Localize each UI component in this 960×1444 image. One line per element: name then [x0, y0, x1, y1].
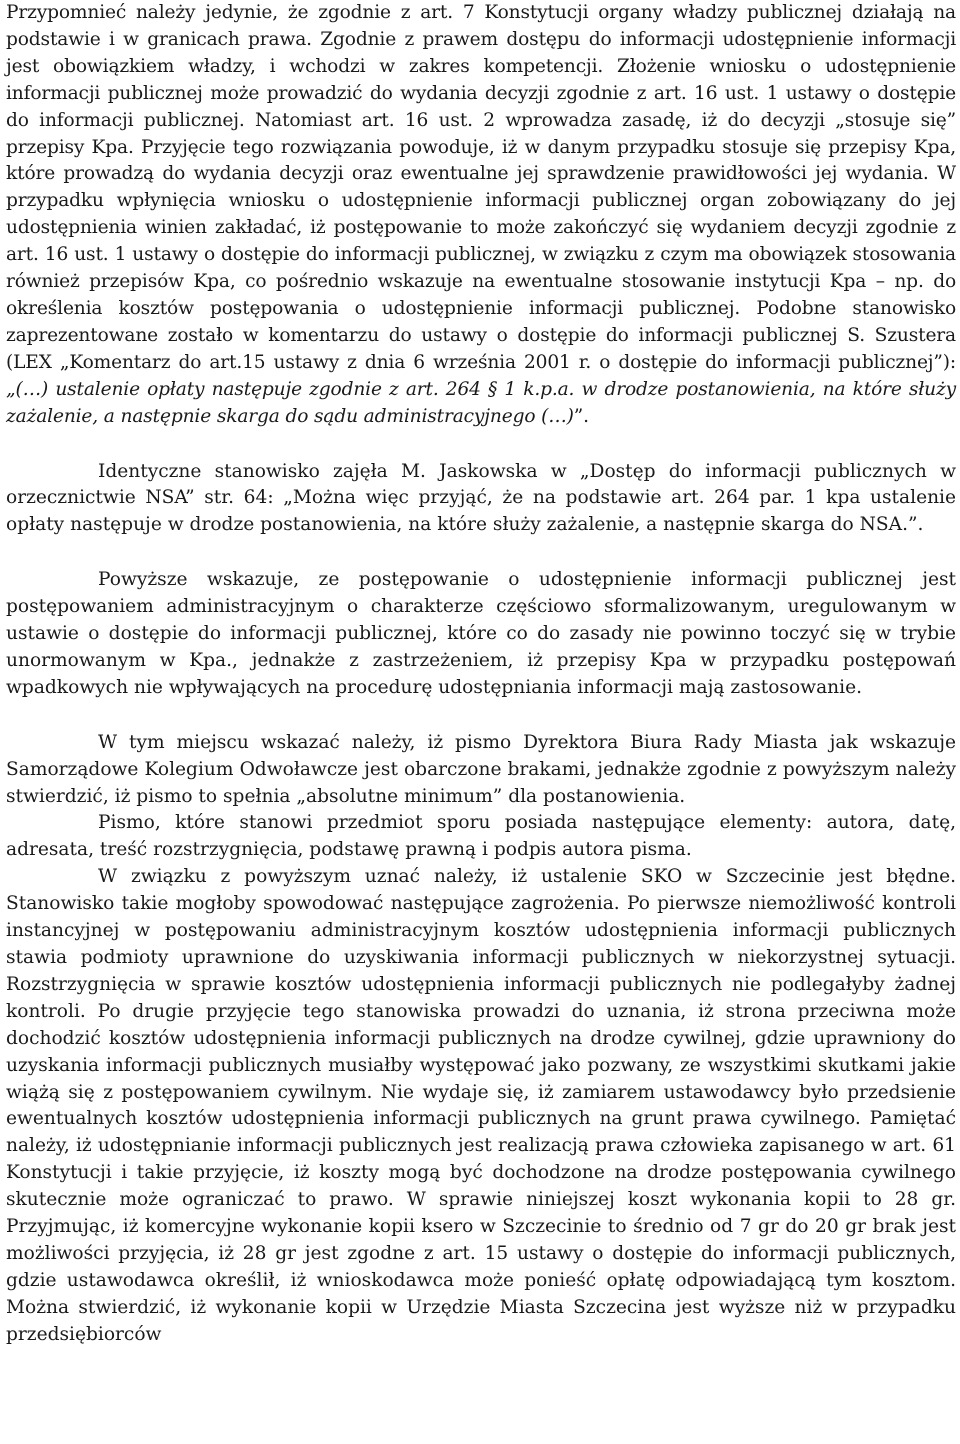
paragraph-powyzsze: Powyższe wskazuje, ze postępowanie o udostępnienie informacji publicznej jest postępowaniem administracyjnym o charakterze częściowo sformalizowanym, uregulowanym w ustawie o dostępie do informacji publicznej, które co do zasady nie powinno toczyć się w trybie unormowanym w Kpa., jednakże z zastrzeżeniem, iż przepisy Kpa w przypadku postępowań wpadkowych nie wpływających na procedurę udostępniania informacji mają zastosowanie.: [6, 569, 956, 698]
paragraph-elementy-pisma: Pismo, które stanowi przedmiot sporu posiada następujące elementy: autora, datę, adresata, treść rozstrzygnięcia, podstawę prawną i podpis autora pisma.: [6, 812, 956, 861]
paragraph-konstytucja-text: Przypomnieć należy jedynie, że zgodnie z art. 7 Konstytucji organy władzy publicznej działają na podstawie i w granicach prawa. Zgodnie z prawem dostępu do informacji udostępnienie informacji jest obowiązkiem władzy, i wchodzi w zakres kompetencji. Złożenie wniosku o udostępnienie informacji publicznej może prowadzić do wydania decyzji zgodnie z art. 16 ust. 1 ustawy o dostępie do informacji publicznej. Natomiast art. 16 ust. 2 wprowadza zasadę, iż do decyzji „stosuje się” przepisy Kpa. Przyjęcie tego rozwiązania powoduje, iż w danym przypadku stosuje się przepisy Kpa, które prowadzą do wydania decyzji oraz ewentualne jej sprawdzenie prawidłowości jej wydania. W przypadku wpłynięcia wniosku o udostępnienie informacji publicznej organ zobowiązany do jej udostępnienia winien zakładać, iż postępowanie to może zakończyć się wydaniem decyzji zgodnie z art. 16 ust. 1 ustawy o dostępie do informacji publicznej, w związku z czym ma obowiązek stosowania również przepisów Kpa, co pośrednio wskazuje na ewentualne stosowanie instytucji Kpa – np. do określenia kosztów postępowania o udostępnienie informacji publicznej. Podobne stanowisko zaprezentowane zostało w komentarzu do ustawy o dostępie do informacji publicznej S. Szustera (LEX „Komentarz do art.15 ustawy z dnia 6 września 2001 r. o dostępie do informacji publicznej”):: [6, 2, 956, 373]
paragraph-ustalenie-sko: W związku z powyższym uznać należy, iż ustalenie SKO w Szczecinie jest błędne. Stanowisko takie mogłoby spowodować następujące zagrożenia. Po pierwsze niemożliwość kontroli instancyjnej w postępowaniu administracyjnym kosztów udostępnienia informacji publicznych stawia podmioty uprawnione do uzyskiwania informacji publicznych w niekorzystnej sytuacji. Rozstrzygnięcia w sprawie kosztów udostępnienia informacji publicznych nie podlegałyby żadnej kontroli. Po drugie przyjęcie tego stanowiska prowadzi do uznania, iż strona przeciwna może dochodzić kosztów udostępnienia informacji publicznych na drodze cywilnej, gdzie uprawniony do uzyskania informacji publicznych musiałby występować jako pozwany, ze wszystkimi skutkami jakie wiążą się z postępowaniem cywilnym. Nie wydaje się, iż zamiarem ustawodawcy było przedsienie ewentualnych kosztów udostępnienia informacji publicznych na grunt prawa cywilnego. Pamiętać należy, iż udostępnianie informacji publicznych jest realizacją prawa człowieka zapisanego w art. 61 Konstytucji i takie przyjęcie, iż koszty mogą być dochodzone na drodze postępowania cywilnego skutecznie może ograniczać to prawo. W sprawie niniejszej koszt wykonania kopii to 28 gr. Przyjmując, iż komercyjne wykonanie kopii ksero w Szczecinie to średnio od 7 gr do 20 gr brak jest możliwości przyjęcia, iż 28 gr jest zgodne z art. 15 ustawy o dostępie do informacji publicznych, gdzie ustawodawca określił, iż wnioskodawca może ponieść opłatę odpowiadającą tym kosztom. Można stwierdzić, iż wykonanie kopii w Urzędzie Miasta Szczecina jest wyższe niż w przypadku przedsiębiorców: [6, 866, 956, 1345]
paragraph-konstytucja: [6, 0, 956, 431]
paragraph-pismo-dyrektora: W tym miejscu wskazać należy, iż pismo Dyrektora Biura Rady Miasta jak wskazuje Samorządowe Kolegium Odwoławcze jest obarczone brakami, jednakże zgodnie z powyższym należy stwierdzić, iż pismo to spełnia „absolutne minimum” dla postanowienia.: [6, 731, 956, 807]
paragraph-konstytucja-end: ”.: [573, 405, 589, 427]
paragraph-jaskowska: Identyczne stanowisko zajęła M. Jaskowska w „Dostęp do informacji publicznych w orzecznictwie NSA” str. 64: „Można więc przyjąć, że na podstawie art. 264 par. 1 kpa ustalenie opłaty następuje w drodze postanowienia, na które służy zażalenie, a następnie skarga do NSA.”.: [6, 460, 956, 536]
paragraph-konstytucja-quote: „(…) ustalenie opłaty następuje zgodnie z art. 264 § 1 k.p.a. w drodze postanowienia, na które służy zażalenie, a następnie skarga do sądu administracyjnego (…): [6, 378, 956, 427]
document-page: [6, 0, 956, 1349]
